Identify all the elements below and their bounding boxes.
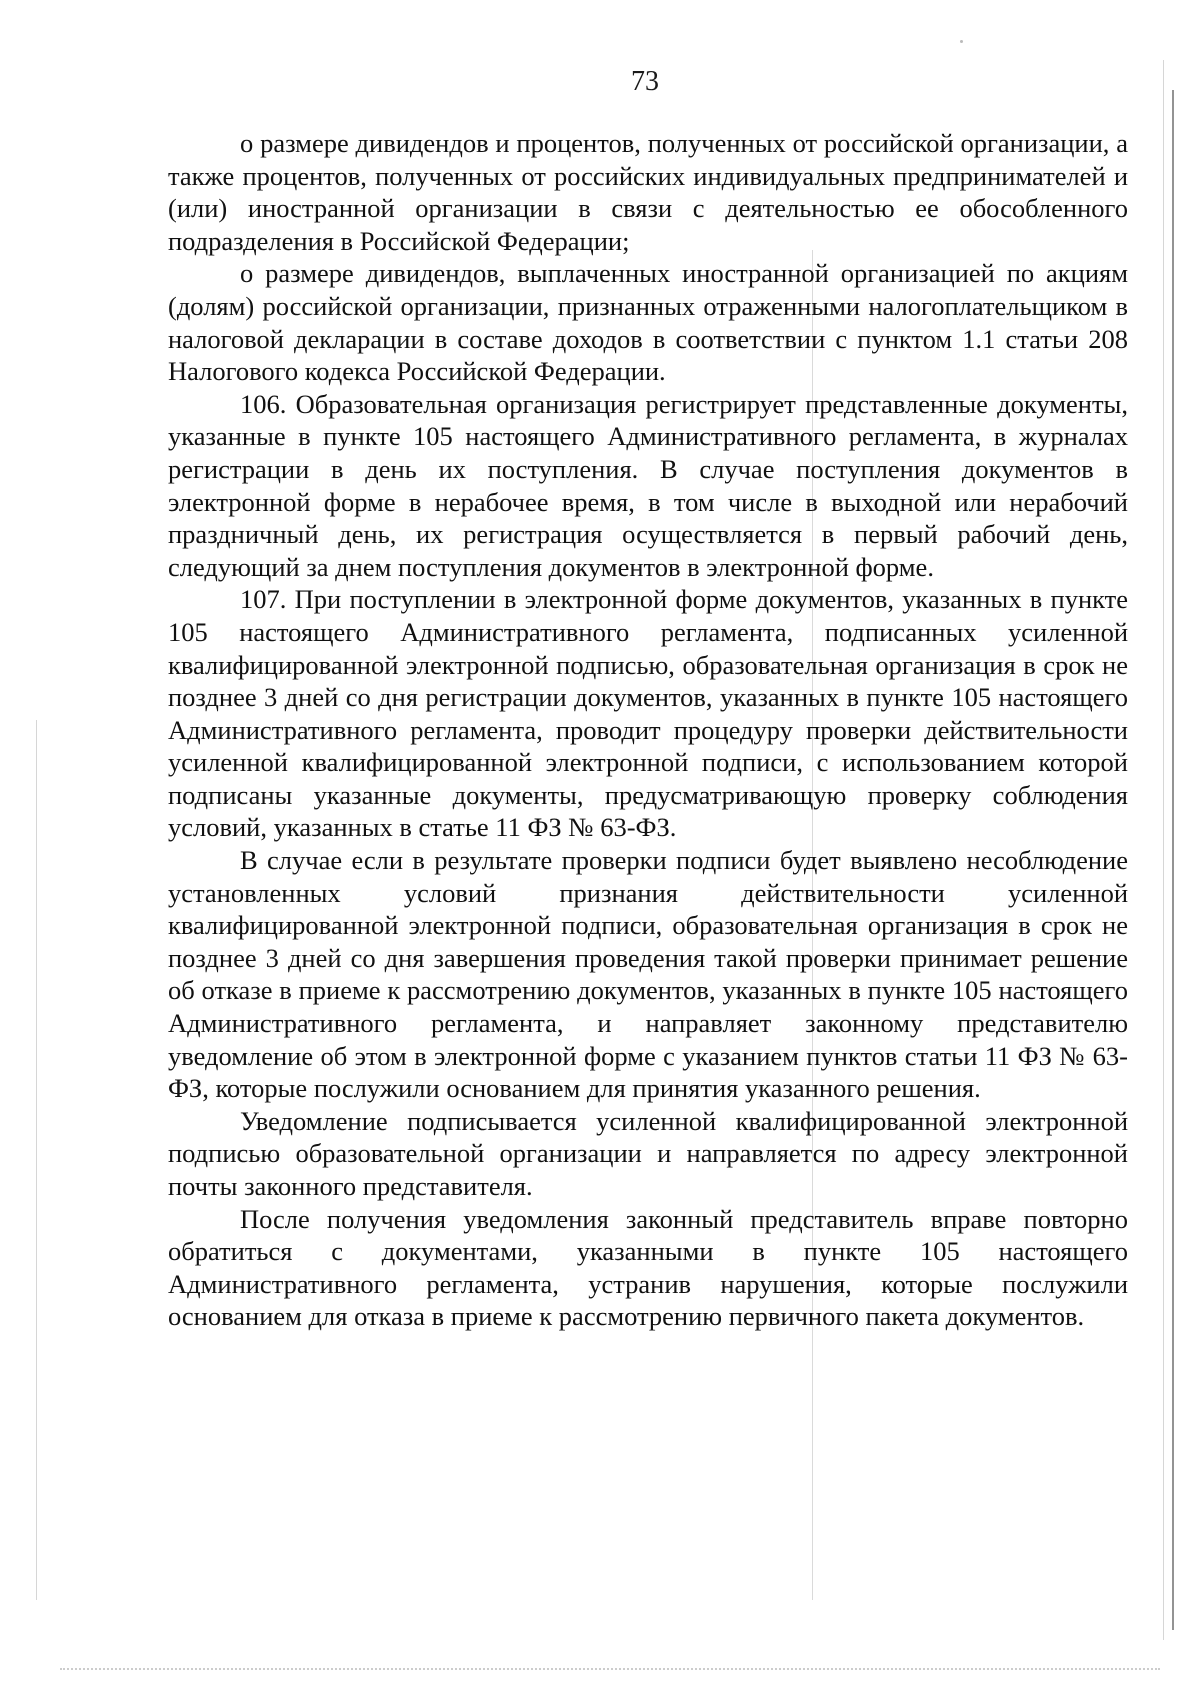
paragraph: Уведомление подписывается усиленной квалифицированной электронной подписью образовательной организации и направляется по адресу электронной почты законного представителя. <box>168 1105 1128 1201</box>
paragraph: В случае если в результате проверки подписи будет выявлено несоблюдение установленных условий признания действительности усиленной квалифицированной электронной подписи, образовательная организация в срок не позднее 3 дней со дня завершения проведения такой проверки принимает решение об отказе в приеме к рассмотрению документов, указанных в пункте 105 настоящего Административного регламента, и направляет законному представителю уведомление об этом в электронной форме с указанием пунктов статьи 11 ФЗ № 63-ФЗ, которые послужили основанием для принятия указанного решения. <box>168 845 1128 1104</box>
scan-artifact-line <box>1163 60 1164 1640</box>
scan-artifact-fleck <box>960 40 963 43</box>
scan-artifact-line <box>1172 90 1174 1630</box>
paragraph: 106. Образовательная организация регистрирует представленные документы, указанные в пункте 105 настоящего Административного регламента, в журналах регистрации в день их поступления. В случае поступления документов в электронной форме в нерабочее время, в том числе в выходной или нерабочий праздничный день, их регистрация осуществляется в первый рабочий день, следующий за днем поступления документов в электронной форме. <box>168 388 1128 582</box>
paragraph: После получения уведомления законный представитель вправе повторно обратиться с документами, указанными в пункте 105 настоящего Административного регламента, устранив нарушения, которые послужили основанием для отказа в приеме к рассмотрению первичного пакета документов. <box>168 1203 1128 1332</box>
scan-artifact-dots <box>60 1668 1160 1670</box>
page-number: 73 <box>631 66 659 97</box>
paragraph: о размере дивидендов и процентов, полученных от российской организации, а также процентов, полученных от российских индивидуальных предпринимателей и (или) иностранной организации в связи с деятельностью ее обособленного подразделения в Российской Федерации; <box>168 128 1128 256</box>
paragraph: о размере дивидендов, выплаченных иностранной организацией по акциям (долям) российской организации, признанных отраженными налогоплательщиком в налоговой декларации в составе доходов в соответствии с пунктом 1.1 статьи 208 Налогового кодекса Российской Федерации. <box>168 258 1128 387</box>
scan-artifact-line <box>36 720 37 1600</box>
document-body <box>168 127 1128 1333</box>
paragraph: 107. При поступлении в электронной форме документов, указанных в пункте 105 настоящего Административного регламента, подписанных усиленной квалифицированной электронной подписью, образовательная организация в срок не позднее 3 дней со дня регистрации документов, указанных в пункте 105 настоящего Административного регламента, проводит процедуру проверки действительности усиленной квалифицированной электронной подписи, с использованием которой подписаны указанные документы, предусматривающую проверку соблюдения условий, указанных в статье 11 ФЗ № 63-ФЗ. <box>168 584 1128 843</box>
